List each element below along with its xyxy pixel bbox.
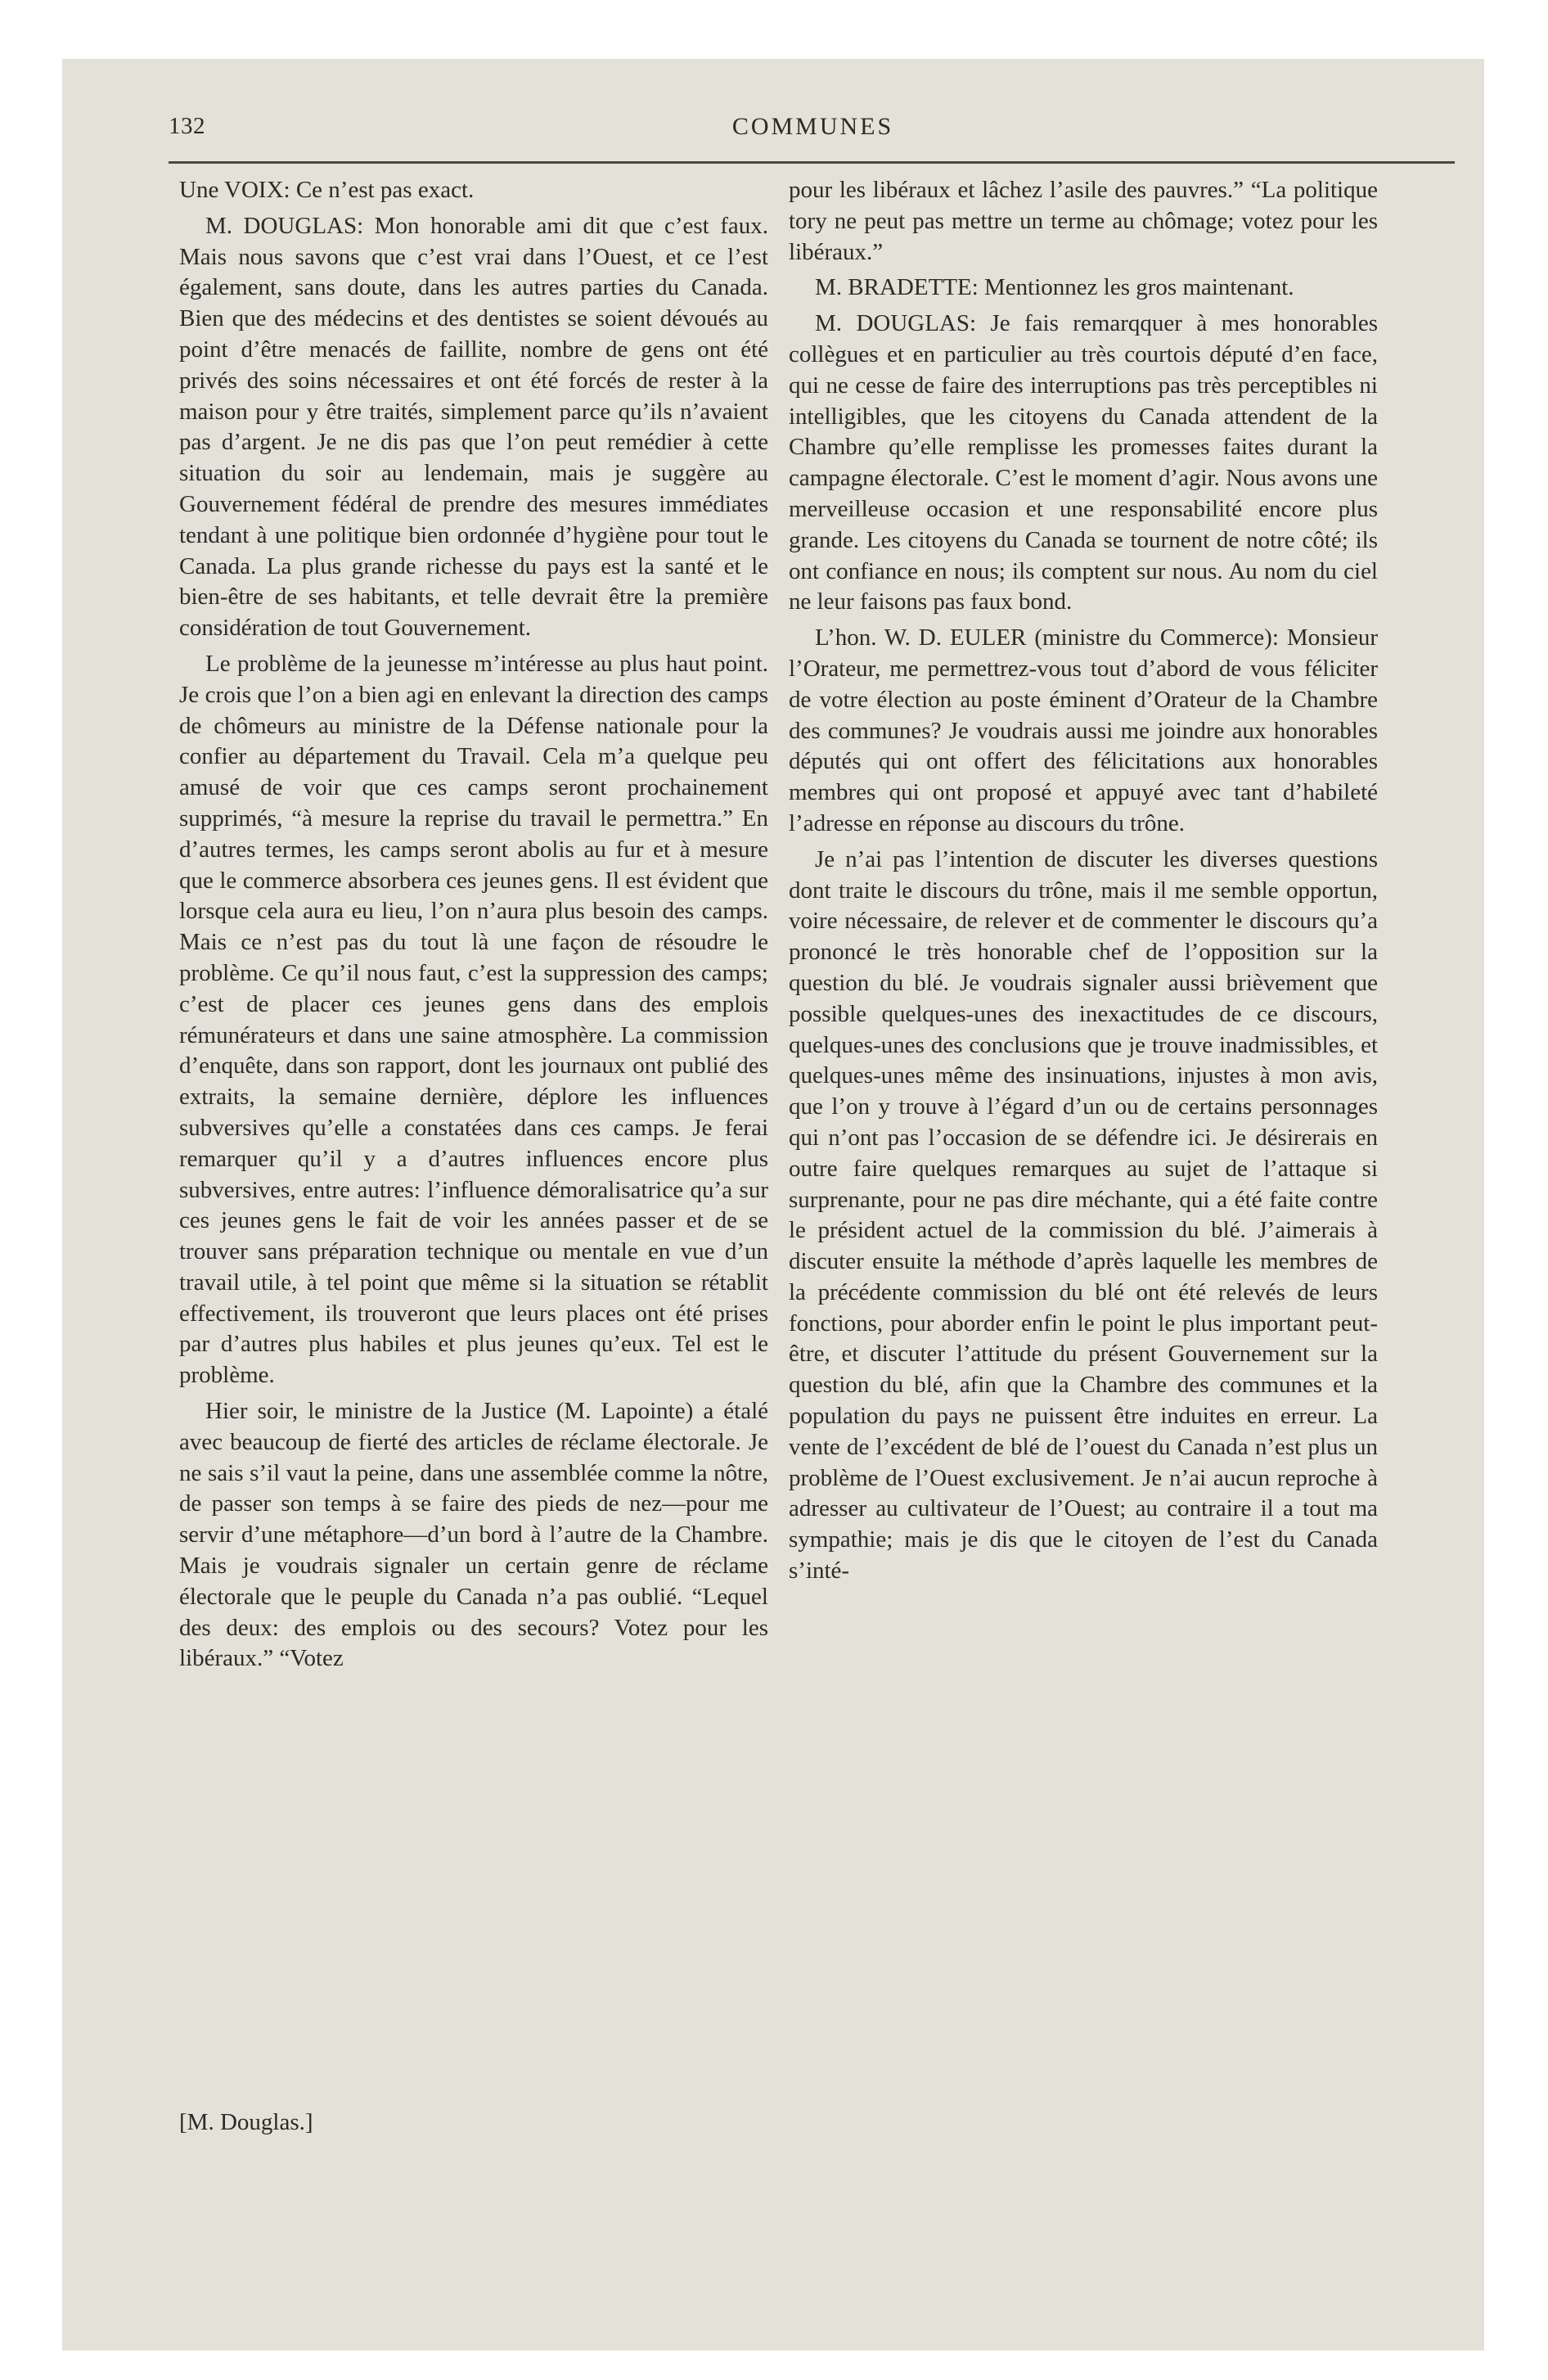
page-number: 132 (169, 113, 205, 139)
scanned-page (62, 59, 1484, 2351)
paragraph: Je n’ai pas l’intention de discuter les diverses questions dont traite le discours du trône, mais il me semble opportun, voire nécessaire, de relever et de commenter le discours qu’a prononcé le très honorable chef de l’opposition sur la question du blé. Je voudrais signaler aussi brièvement que possible quelques-unes des inexactitudes de ce discours, quelques-unes des conclusions que je trouve inadmissibles, et quelques-unes même des insinuations, injustes à mon avis, que l’on y trouve à l’égard d’un ou de certains personnages qui n’ont pas l’occasion de se défendre ici. Je désirerais en outre faire quelques remarques au sujet de l’attaque si surprenante, pour ne pas dire méchante, qui a été faite contre le président actuel de la commission du blé. J’aimerais à discuter ensuite la méthode d’après laquelle les membres de la précédente commission du blé ont été relevés de leurs fonctions, pour aborder enfin le point le plus important peut-être, et discuter l’attitude du présent Gouvernement sur la question du blé, afin que la Chambre des communes et la population du pays ne puissent être induites en erreur. La vente de l’excédent de blé de l’ouest du Canada n’est plus un problème de l’Ouest exclusivement. Je n’ai aucun reproche à adresser au cultivateur de l’Ouest; au contraire il a tout ma sympathie; mais je dis que le citoyen de l’est du Canada s’inté- (789, 845, 1378, 1584)
right-column (789, 175, 1378, 1592)
header-rule (169, 161, 1455, 164)
paragraph: pour les libéraux et lâchez l’asile des pauvres.” “La politique tory ne peut pas mettre un terme au chômage; votez pour les libéraux.” (789, 177, 1378, 265)
paragraph: M. BRADETTE: Mentionnez les gros maintenant. (815, 274, 1294, 301)
paragraph: L’hon. W. D. EULER (ministre du Commerce): Monsieur l’Orateur, me permettrez-vous tout d’abord de vous féliciter de votre élection au poste éminent d’Orateur de la Chambre des communes? Je voudrais aussi me joindre aux honorables députés qui ont offert des félicitations aux honorables membres qui ont proposé et appuyé avec tant d’habileté l’adresse en réponse au discours du trône. (789, 624, 1378, 836)
speaker-footer: [M. Douglas.] (179, 2109, 313, 2135)
page-header (169, 113, 1457, 154)
paragraph: M. DOUGLAS: Je fais remarqquer à mes honorables collègues et en particulier au très courtois député d’en face, qui ne cesse de faire des interruptions pas très perceptibles ni intelligibles, que les citoyens du Canada attendent de la Chambre qu’elle remplisse les promesses faites durant la campagne électorale. C’est le moment d’agir. Nous avons une merveilleuse occasion et une responsabilité encore plus grande. Les citoyens du Canada se tournent de notre côté; ils ont confiance en nous; ils comptent sur nous. Au nom du ciel ne leur faisons pas faux bond. (789, 310, 1378, 615)
paragraph: Une VOIX: Ce n’est pas exact. (179, 177, 475, 203)
paragraph: M. DOUGLAS: Mon honorable ami dit que c’est faux. Mais nous savons que c’est vrai dans l’Ouest, et ce l’est également, sans doute, dans les autres parties du Canada. Bien que des médecins et des dentistes se soient dévoués au point d’être menacés de faillite, nombre de gens ont été privés des soins nécessaires et ont été forcés de rester à la maison pour y être traités, simplement parce qu’ils n’avaient pas d’argent. Je ne dis pas que l’on peut remédier à cette situation du soir au lendemain, mais je suggère au Gouvernement fédéral de prendre des mesures immédiates tendant à une politique bien ordonnée d’hygiène pour tout le Canada. La plus grande richesse du pays est la santé et le bien-être de ses habitants, et telle devrait être la première considération de tout Gouvernement. (179, 212, 768, 642)
paragraph: Hier soir, le ministre de la Justice (M. Lapointe) a étalé avec beaucoup de fierté des articles de réclame électorale. Je ne sais s’il vaut la peine, dans une assemblée comme la nôtre, de passer son temps à se faire des pieds de nez—pour me servir d’une métaphore—d’un bord à l’autre de la Chambre. Mais je voudrais signaler un certain genre de réclame électorale que le peuple du Canada n’a pas oublié. “Lequel des deux: des emplois ou des secours? Votez pour les libéraux.” “Votez (179, 1398, 768, 1672)
paragraph: Le problème de la jeunesse m’intéresse au plus haut point. Je crois que l’on a bien agi en enlevant la direction des camps de chômeurs au ministre de la Défense nationale pour la confier au département du Travail. Cela m’a quelque peu amusé de voir que ces camps seront prochainement supprimés, “à mesure la reprise du travail le permettra.” En d’autres termes, les camps seront abolis au fur et à mesure que le commerce absorbera ces jeunes gens. Il est évident que lorsque cela aura eu lieu, l’on n’aura plus besoin des camps. Mais ce n’est pas du tout là une façon de résoudre le problème. Ce qu’il nous faut, c’est la suppression des camps; c’est de placer ces jeunes gens dans des emplois rémunérateurs et dans une saine atmosphère. La commission d’enquête, dans son rapport, dont les journaux ont publié des extraits, la semaine dernière, déplore les influences subversives qu’elle a constatées dans ces camps. Je ferai remarquer qu’il y a d’autres influences encore plus subversives, entre autres: l’influence démoralisatrice qu’a sur ces jeunes gens le fait de voir les années passer et de se trouver sans préparation technique ou mentale en vue d’un travail utile, à tel point que même si la situation se rétablit effectivement, ils trouveront que leurs places ont été prises par d’autres plus habiles et plus jeunes qu’eux. Tel est le problème. (179, 650, 768, 1389)
running-title: COMMUNES (731, 113, 894, 140)
left-column (179, 175, 768, 1679)
